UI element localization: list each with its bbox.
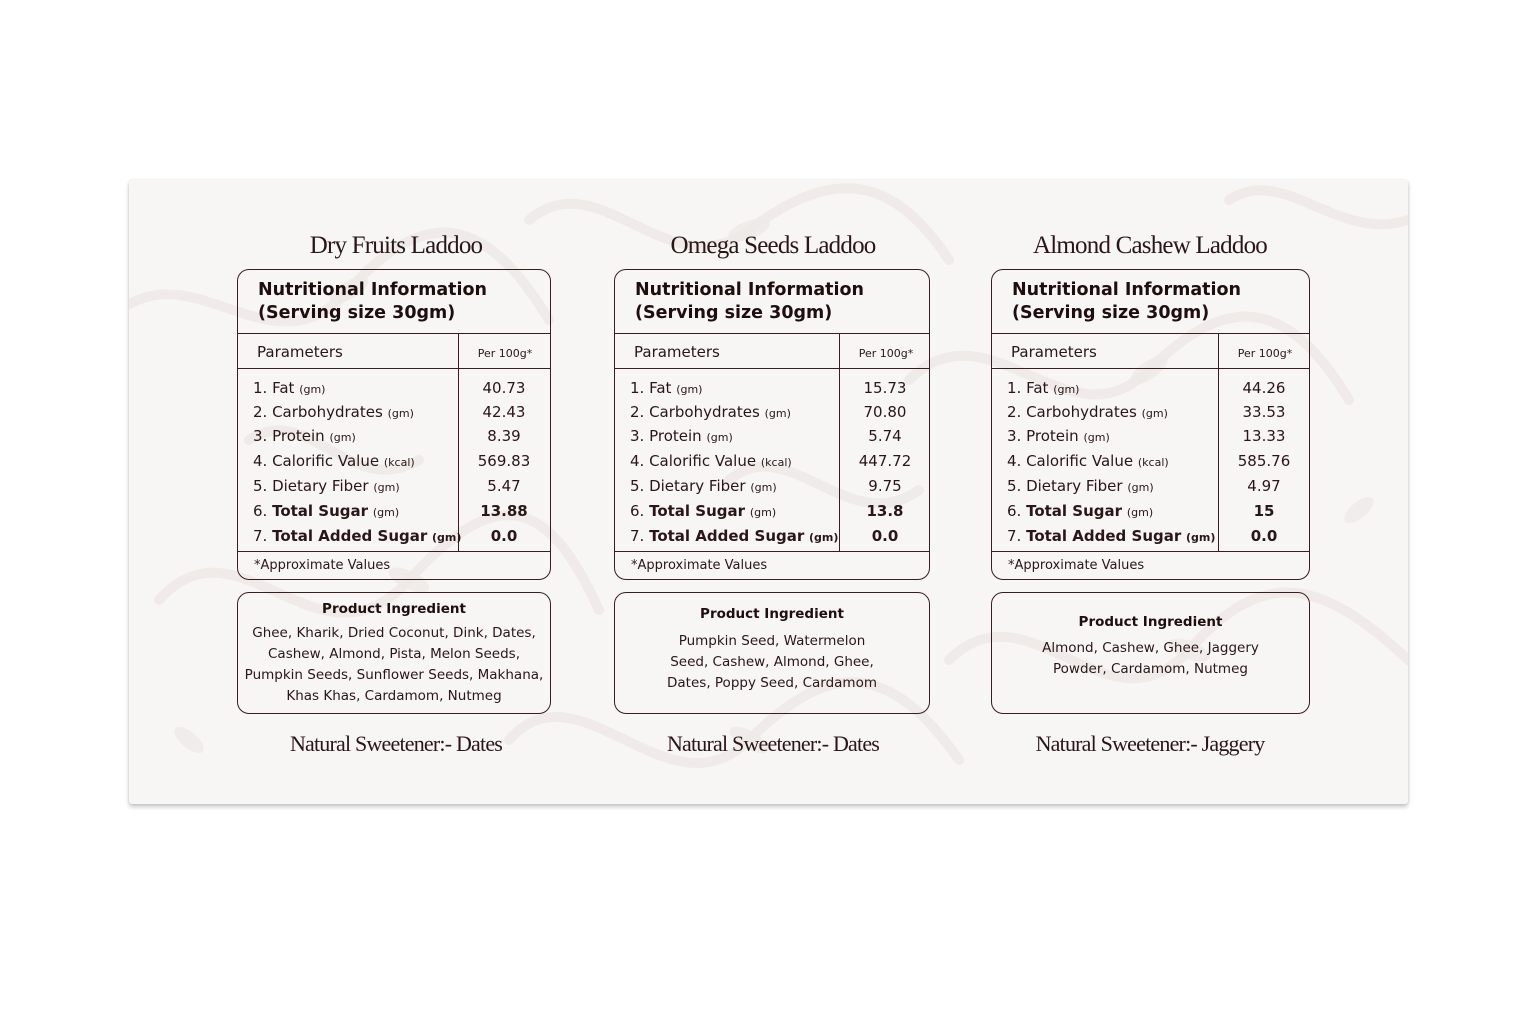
row-value: 5.47 — [487, 477, 521, 495]
row-value: 0.0 — [1250, 527, 1278, 545]
table-row — [992, 525, 1309, 547]
nutrition-heading-line1: Nutritional Information — [635, 280, 864, 300]
ingredient-card — [614, 592, 930, 714]
row-label: 7. Total Added Sugar (gm) — [1007, 527, 1216, 545]
ingredient-list: Almond, Cashew, Ghee, Jaggery Powder, Cardamom, Nutmeg — [1042, 640, 1259, 677]
divider — [992, 333, 1309, 334]
row-value: 569.83 — [477, 452, 531, 470]
ingredient-list: Ghee, Kharik, Dried Coconut, Dink, Dates, Cashew, Almond, Pista, Melon Seeds, Pumpkin Seeds, Sunflower Seeds, Makhana, Khas Khas, Cardamom, Nutmeg — [244, 625, 544, 704]
row-label: 5. Dietary Fiber (gm) — [630, 477, 777, 495]
row-label: 6. Total Sugar (gm) — [630, 502, 777, 520]
ingredient-title: Product Ingredient — [322, 601, 466, 617]
row-label: 5. Dietary Fiber (gm) — [253, 477, 400, 495]
nutrition-heading — [1012, 279, 1241, 325]
table-row — [615, 500, 929, 522]
row-value: 40.73 — [482, 379, 526, 397]
row-label: 4. Calorific Value (kcal) — [1007, 452, 1169, 470]
row-value: 15 — [1253, 502, 1275, 520]
row-label: 3. Protein (gm) — [630, 427, 733, 445]
parameters-header: Parameters — [634, 343, 720, 361]
row-label: 1. Fat (gm) — [253, 379, 326, 397]
table-row — [238, 475, 550, 497]
table-row — [992, 475, 1309, 497]
table-row — [238, 425, 550, 447]
row-value: 8.39 — [487, 427, 521, 445]
row-value: 447.72 — [858, 452, 912, 470]
parameters-header: Parameters — [1011, 343, 1097, 361]
row-value: 13.33 — [1242, 427, 1286, 445]
product-title: Dry Fruits Laddoo — [309, 232, 483, 259]
divider — [615, 333, 929, 334]
table-row — [992, 401, 1309, 423]
product-title: Omega Seeds Laddoo — [670, 232, 876, 259]
row-value: 0.0 — [871, 527, 899, 545]
row-label: 3. Protein (gm) — [253, 427, 356, 445]
row-label: 3. Protein (gm) — [1007, 427, 1110, 445]
divider — [615, 368, 929, 369]
table-row — [615, 401, 929, 423]
nutrition-table — [614, 269, 930, 580]
nutrition-heading-line1: Nutritional Information — [258, 280, 487, 300]
divider — [992, 368, 1309, 369]
row-value: 42.43 — [482, 403, 526, 421]
row-label: 1. Fat (gm) — [1007, 379, 1080, 397]
row-label: 1. Fat (gm) — [630, 379, 703, 397]
divider — [238, 551, 550, 552]
ingredient-title: Product Ingredient — [700, 606, 844, 622]
table-row — [238, 525, 550, 547]
approximate-values-note: *Approximate Values — [631, 558, 768, 573]
approximate-values-note: *Approximate Values — [254, 558, 391, 573]
row-value: 70.80 — [863, 403, 907, 421]
table-row — [615, 425, 929, 447]
per-100g-header: Per 100g* — [477, 347, 533, 360]
parameters-header: Parameters — [257, 343, 343, 361]
row-label: 7. Total Added Sugar (gm) — [253, 527, 462, 545]
row-value: 15.73 — [863, 379, 907, 397]
ingredient-card — [237, 592, 551, 714]
natural-sweetener-label: Natural Sweetener:- Dates — [289, 731, 503, 756]
divider — [615, 551, 929, 552]
table-row — [615, 450, 929, 472]
row-label: 6. Total Sugar (gm) — [253, 502, 400, 520]
ingredient-title: Product Ingredient — [1078, 614, 1223, 630]
serving-size-label: (Serving size 30gm) — [258, 303, 456, 323]
ingredient-card — [991, 592, 1310, 714]
serving-size-label: (Serving size 30gm) — [635, 303, 833, 323]
row-value: 33.53 — [1242, 403, 1286, 421]
row-label: 4. Calorific Value (kcal) — [630, 452, 792, 470]
row-label: 2. Carbohydrates (gm) — [630, 403, 791, 421]
nutrition-table — [237, 269, 551, 580]
row-label: 7. Total Added Sugar (gm) — [630, 527, 839, 545]
row-value: 585.76 — [1237, 452, 1291, 470]
nutrition-heading — [258, 279, 487, 325]
table-row — [992, 500, 1309, 522]
natural-sweetener-label: Natural Sweetener:- Dates — [666, 731, 880, 756]
row-label: 2. Carbohydrates (gm) — [1007, 403, 1168, 421]
table-row — [238, 450, 550, 472]
divider — [992, 551, 1309, 552]
nutrition-table — [991, 269, 1310, 580]
table-row — [238, 401, 550, 423]
row-label: 4. Calorific Value (kcal) — [253, 452, 415, 470]
product-box-back-panel — [129, 180, 1408, 804]
natural-sweetener-label: Natural Sweetener:- Jaggery — [1035, 731, 1265, 756]
row-label: 5. Dietary Fiber (gm) — [1007, 477, 1154, 495]
row-value: 13.8 — [866, 502, 904, 520]
per-100g-header: Per 100g* — [858, 347, 914, 360]
table-row — [615, 377, 929, 399]
product-title: Almond Cashew Laddoo — [1033, 232, 1267, 259]
table-row — [238, 377, 550, 399]
row-value: 9.75 — [868, 477, 902, 495]
table-row — [615, 475, 929, 497]
table-row — [992, 377, 1309, 399]
nutrition-heading — [635, 279, 864, 325]
row-value: 4.97 — [1247, 477, 1281, 495]
table-row — [992, 450, 1309, 472]
row-label: 6. Total Sugar (gm) — [1007, 502, 1154, 520]
divider — [238, 368, 550, 369]
table-row — [992, 425, 1309, 447]
nutrition-heading-line1: Nutritional Information — [1012, 280, 1241, 300]
row-value: 13.88 — [480, 502, 528, 520]
row-value: 5.74 — [868, 427, 902, 445]
row-label: 2. Carbohydrates (gm) — [253, 403, 414, 421]
serving-size-label: (Serving size 30gm) — [1012, 303, 1210, 323]
table-row — [615, 525, 929, 547]
table-row — [238, 500, 550, 522]
per-100g-header: Per 100g* — [1237, 347, 1293, 360]
row-value: 0.0 — [490, 527, 518, 545]
row-value: 44.26 — [1242, 379, 1286, 397]
divider — [238, 333, 550, 334]
ingredient-list: Pumpkin Seed, Watermelon Seed, Cashew, Almond, Ghee, Dates, Poppy Seed, Cardamom — [667, 633, 877, 691]
approximate-values-note: *Approximate Values — [1008, 558, 1145, 573]
